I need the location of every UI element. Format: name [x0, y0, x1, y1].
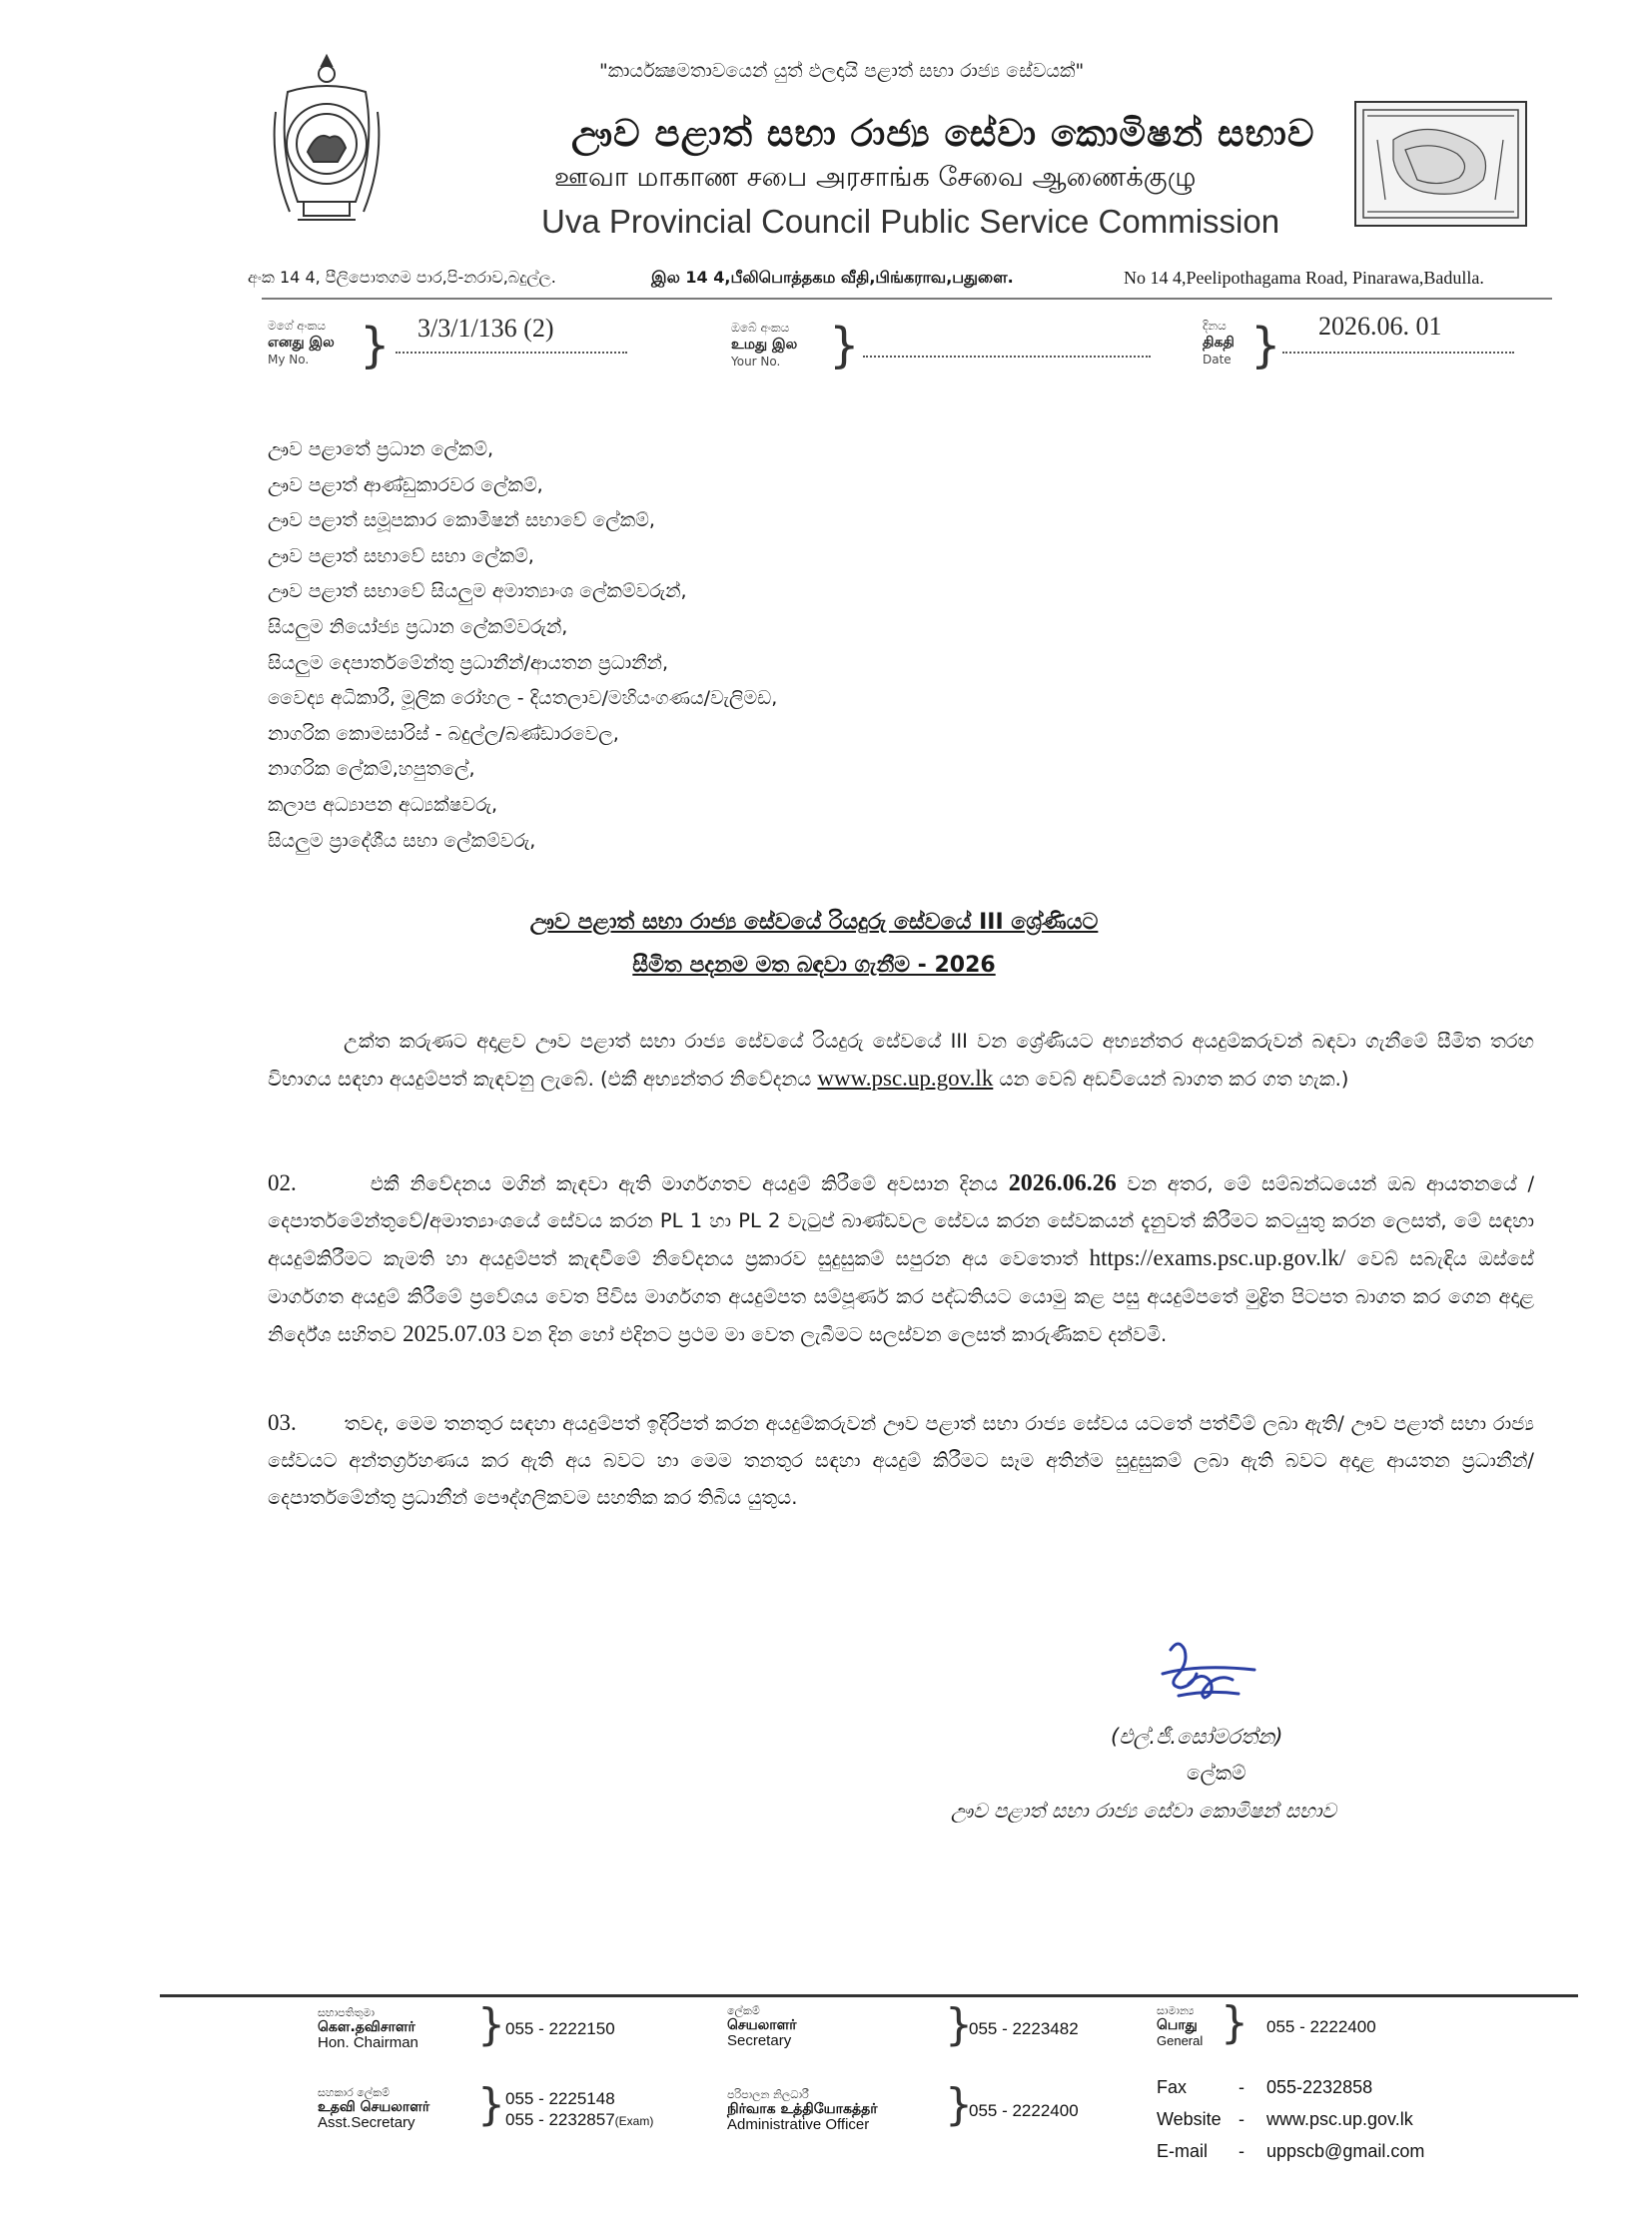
asst-secretary-phone-2: 055 - 2232857(Exam)	[505, 2110, 654, 2129]
your-no-label: ඔබේ අංකය உமது இல Your No.	[731, 321, 798, 369]
title-tamil: ஊவா மாகாண சபை அரசாங்க சேவை ஆணைக்குழு	[554, 162, 1197, 193]
my-no-brace: }	[360, 318, 391, 373]
paragraph-3-number: 03.	[268, 1410, 297, 1435]
admin-officer-brace: }	[945, 2079, 973, 2130]
recipient-item: ඌව පළාත් සමූපකාර කොමිෂන් සභාවේ ලේකම්,	[268, 509, 655, 532]
title-sinhala: ඌව පළාත් සභා රාජ්‍ය සේවා කොමිෂන් සභාව	[571, 112, 1315, 155]
recipient-list	[268, 432, 777, 859]
email-value[interactable]: uppscb@gmail.com	[1266, 2141, 1425, 2161]
recipient-item: ඌව පළාත් සභාවේ සභා ලේකම්,	[268, 544, 534, 567]
recipient-item: ඌව පළාත් ආණ්ඩුකාරවර ලේකම්,	[268, 473, 543, 496]
date-brace: }	[1250, 318, 1281, 373]
recipient-item: වෛද්‍ය අධිකාරී, මූලික රෝහල - දියතලාව/මහියංගණය/වැලිමඩ,	[268, 687, 778, 710]
fax-value: 055-2232858	[1266, 2077, 1373, 2097]
fax-label: Fax	[1157, 2077, 1188, 2097]
national-emblem	[268, 52, 386, 228]
header-divider	[262, 298, 1552, 300]
paragraph-2-text-b: වන අතර, මේ සම්බන්ධයෙන් ඔබ ආයතනයේ /දෙපාර්තමේන්තුවේ/අමාත්‍යාංශයේ සේවය කරන PL 1 හා PL 2 වැටුප් බාණ්ඩවල සේවය කරන සේවකයන් දැනුවත් කිරීමට කටයුතු කරන ලෙසත්, මේ සඳහා අයදුම්කිරීමට කැමති හා අයදුම්පත් කැඳවීමේ නිවේදනය ප්‍රකාරව සුදුසුකම් සපුරන අය වෙතොත්	[268, 1172, 1535, 1271]
asst-secretary-label: සහකාර ලේකම් உதவி செயலாளர் Asst.Secretary	[318, 2086, 430, 2131]
subject-line-1: ඌව පළාත් සභා රාජ්‍ය සේවයේ රියදුරු සේවයේ III ශ්‍රේණියට	[529, 910, 1099, 935]
signatory-organization: ඌව පළාත් සභා රාජ්‍ය සේවා කොමිෂන් සභාව	[951, 1799, 1336, 1823]
secretary-label: ලේකම් செயலாளர் Secretary	[727, 2004, 797, 2049]
admin-officer-phone: 055 - 2222400	[969, 2101, 1079, 2120]
closing-date: 2026.06.26	[1008, 1170, 1117, 1196]
address-sinhala: අංක 14 4, පීලිපොතගම පාර,පි-නරාව,බදුල්ල.	[248, 268, 556, 287]
paragraph-1-text-a: උක්ත කරුණට අදාළව ඌව පළාත් සභා රාජ්‍ය සේවයේ රියදුරු සේවයේ III වන ශ්‍රේණියට අභ්‍යන්තර අයදුම්කරුවන් බඳවා ගැනීමේ සීමිත තරඟ විභාගය සඳහා අයදුම්පත් කැඳවනු ලැබේ. (එකී අභ්‍යන්තර නිවේදනය	[268, 1030, 1534, 1092]
signatory-name: (එල්.ජී.සෝමරත්න)	[1111, 1725, 1283, 1749]
submission-date: 2025.07.03	[403, 1320, 506, 1346]
chairman-phone: 055 - 2222150	[505, 2019, 615, 2038]
paragraph-3-text: තවද, මෙම තනතුර සඳහා අයදුම්පත් ඉදිරිපත් කරන අයදුම්කරුවන් ඌව පළාත් සභා රාජ්‍ය සේවය යටතේ පත්වීම් ලබා ඇති/ ඌව පළාත් සභා රාජ්‍ය සේවයට අන්තර්ග්‍රහණය කර ඇති අය බවට හා මෙම තනතුර සඳහා අයදුම් කිරීමට සෑම අතින්ම සුදුසුකම් ලබා ඇති බවට අදාළ ආයතන ප්‍රධානීන්/දෙපාර්තමේන්තු ප්‍රධානීන් පෞද්ගලිකවම සහතික කර තිබිය යුතුය.	[268, 1412, 1534, 1510]
recipient-item: කලාප අධ්‍යාපන අධ්‍යක්ෂවරු,	[268, 793, 497, 816]
paragraph-2-number: 02.	[268, 1170, 297, 1195]
recipient-item: සියලුම ප්‍රාදේශීය සභා ලේකම්වරු,	[268, 829, 536, 852]
chairman-label: සභාපතිතුමා கௌ.தவிசாளர் Hon. Chairman	[318, 2006, 418, 2051]
chairman-brace: }	[477, 1999, 505, 2050]
paragraph-2-text-d: වන දින හෝ එදිනට ප්‍රථම මා වෙත ලැබීමට සලස්වන ලෙසත් කාරුණිකව දන්වමි.	[511, 1322, 1168, 1346]
signature-image	[1159, 1634, 1258, 1714]
recipient-item: ඌව පළාත් සභාවේ සියලුම අමාත්‍යාංශ ලේකම්වරුන්,	[268, 580, 687, 603]
my-no-label: මගේ අංකය எனது இல My No.	[268, 319, 335, 367]
signatory-title: ලේකම්	[1187, 1761, 1246, 1785]
recipient-item: නාගරික ලේකම්,හපුතලේ,	[268, 758, 475, 781]
website-link[interactable]: www.psc.up.gov.lk	[817, 1066, 994, 1092]
commission-logo	[1353, 100, 1528, 228]
date-label: දිනය திகதி Date	[1203, 319, 1235, 367]
recipient-item: නාගරික කොමසාරිස් - බදුල්ල/බණ්ඩාරවෙල,	[268, 722, 619, 745]
secretary-brace: }	[945, 1999, 973, 2050]
paragraph-1-text-b: යන වෙබ් අඩවියෙන් බාගත කර ගත හැක.)	[999, 1068, 1349, 1092]
subject-line-2: සීමිත පදනම මත බඳවා ගැනීම - 2026	[632, 953, 996, 978]
paragraph-2-text-a: එකී නිවේදනය මගින් කැඳවා ඇති මාර්ගගතව අයදුම් කිරීමේ අවසාන දිනය	[370, 1172, 999, 1195]
paragraph-1	[268, 1023, 1534, 1098]
paragraph-2	[268, 1164, 1534, 1353]
title-english: Uva Provincial Council Public Service Commission	[541, 203, 1280, 240]
date-value: 2026.06. 01	[1318, 312, 1442, 341]
paragraph-2-text-c: වෙබ් සබැඳිය ඔස්සේ මාර්ගගත අයදුම් කිරීමේ ප්‍රවේශය වෙත පිවිස මාර්ගගත අයදුම්පත සම්පූර්ණ කර පද්ධතියට යොමු කළ පසු අයදුම්පතේ මුද්‍රිත පිටපත බාගත කර ගෙන අදාළ නිර්දේශ සහිතව	[268, 1247, 1534, 1346]
website-dash: -	[1239, 2109, 1244, 2129]
recipient-item: සියලුම නියෝජ්‍ය ප්‍රධාන ලේකම්වරුන්,	[268, 615, 568, 638]
fax-dash: -	[1239, 2077, 1244, 2097]
admin-officer-label: පරිපාලන නිලධාරී நிர்வாக உத்தியோகத்தர் Administrative Officer	[727, 2088, 878, 2133]
general-brace: }	[1221, 1997, 1248, 2048]
your-no-brace: }	[829, 318, 860, 373]
address-tamil: இல 14 4,பீலிபொத்தகம வீதி,பிங்கராவ,பதுளை.	[651, 268, 1014, 287]
recipient-item: ඌව පළාතේ ප්‍රධාන ලේකම්,	[268, 438, 494, 460]
asst-secretary-phone-1: 055 - 2225148	[505, 2089, 615, 2108]
email-dash: -	[1239, 2141, 1244, 2161]
your-no-line	[863, 326, 1151, 358]
exam-portal-link[interactable]: https://exams.psc.up.gov.lk/	[1089, 1245, 1346, 1271]
general-phone: 055 - 2222400	[1266, 2017, 1376, 2036]
asst-secretary-brace: }	[477, 2079, 505, 2130]
website-label: Website	[1157, 2109, 1222, 2129]
email-label: E-mail	[1157, 2141, 1209, 2161]
footer-divider	[160, 1994, 1578, 1997]
paragraph-3	[268, 1404, 1534, 1517]
secretary-phone: 055 - 2223482	[969, 2019, 1079, 2038]
website-value[interactable]: www.psc.up.gov.lk	[1266, 2109, 1413, 2129]
slogan: "කාර්යක්‍ෂමතාවයෙන් යුත් ඵලදායි පළාත් සභා රාජ්‍ය සේවයක්"	[599, 60, 1085, 82]
address-english: No 14 4,Peelipothagama Road, Pinarawa,Badulla.	[1124, 268, 1484, 288]
my-no-value: 3/3/1/136 (2)	[417, 314, 554, 343]
general-label: සාමාන්‍ය பொது General	[1157, 2004, 1204, 2048]
recipient-item: සියලුම දෙපාර්තමේන්තු ප්‍රධානීන්/ආයතන ප්‍රධානීන්,	[268, 651, 669, 674]
